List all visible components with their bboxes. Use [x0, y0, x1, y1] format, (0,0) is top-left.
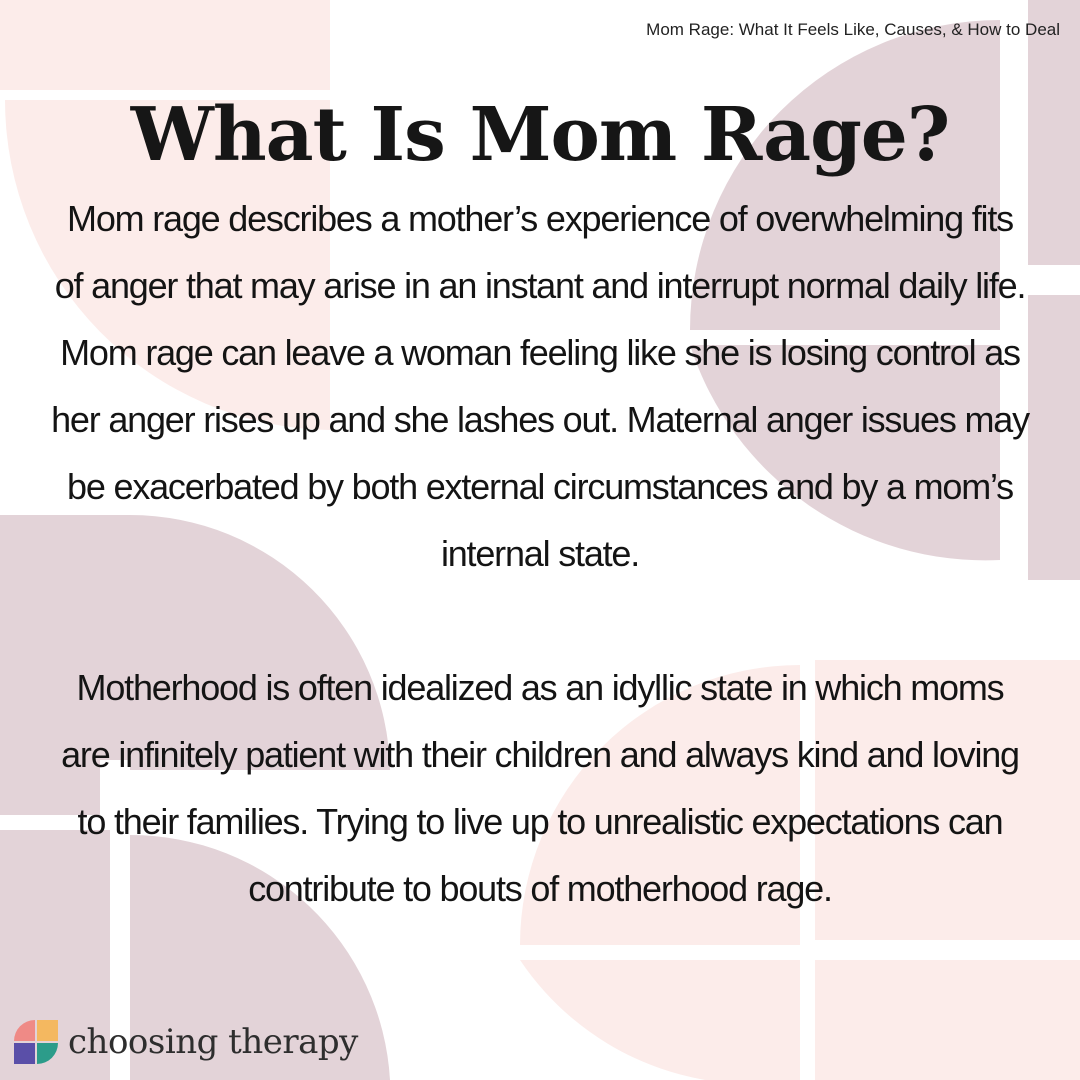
bg-shape — [1028, 295, 1080, 580]
body-text — [50, 185, 1030, 922]
brand-name: choosing therapy — [68, 1022, 358, 1062]
bg-shape — [815, 960, 1080, 1080]
paragraph-2: Motherhood is often idealized as an idyllic state in which moms are infinitely patient with their children and always kind and loving to their families. Trying to live up to unrealistic expectations can contribute to bouts of motherhood rage. — [61, 667, 1019, 909]
brand-logo — [12, 1018, 358, 1066]
bg-shape — [0, 0, 330, 90]
page-title: What Is Mom Rage? — [130, 92, 950, 178]
bg-shape — [0, 0, 10, 90]
paragraph-1: Mom rage describes a mother’s experience of overwhelming fits of anger that may arise in an instant and interrupt normal daily life. Mom rage can leave a woman feeling like she is losing control as her anger rises up and she lashes out. Maternal anger issues may be exacerbated by both external circumstances and by a mom’s internal state. — [51, 198, 1029, 574]
bg-shape — [520, 960, 800, 1080]
article-title: Mom Rage: What It Feels Like, Causes, & How to Deal — [646, 20, 1060, 39]
four-petal-logo-icon — [12, 1018, 60, 1066]
